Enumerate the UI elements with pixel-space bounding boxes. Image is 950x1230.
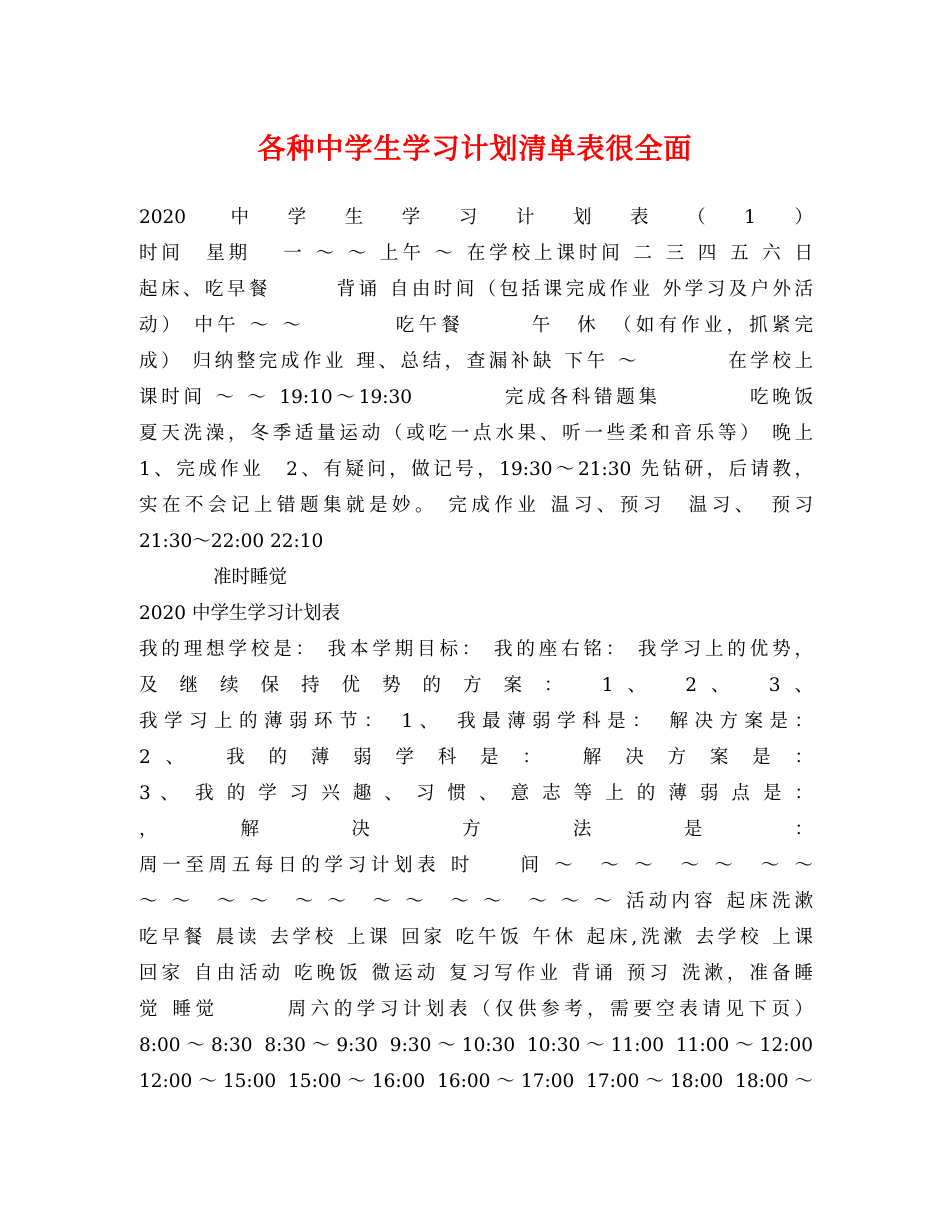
text-line-23: 觉 睡觉 周六的学习计划表（仅供参考，需要空表请见下页） <box>139 999 813 1020</box>
text-line-13: 我的理想学校是： 我本学期目标： 我的座右铭： 我学习上的优势， <box>139 639 813 660</box>
text-line-5: 成） 归纳整完成作业 理、总结，查漏补缺 下午 ～ 在学校上 <box>139 351 813 372</box>
document-title: 各种中学生学习计划清单表很全面 <box>257 132 693 165</box>
text-line-2: 时间 星期 一 ～ ～ 上午 ～ 在学校上课时间 二 三 四 五 六 日 <box>139 243 813 264</box>
text-line-25: 12:00～15:00 15:00～16:00 16:00～17:00 17:00～18:00 18:00～ <box>139 1071 813 1092</box>
text-line-8: 1、完成作业 2、有疑问，做记号，19:30～21:30 先钻研，后请教， <box>139 459 813 480</box>
text-line-10: 21:30～22:00 22:10 <box>139 531 324 552</box>
text-line-24: 8:00～8:30 8:30～9:30 9:30～10:30 10:30～11:00 11:00～12:00 <box>139 1035 813 1056</box>
text-line-19: 周一至周五每日的学习计划表 时 间 ～ ～ ～ ～ ～ ～ ～ <box>139 855 813 876</box>
text-line-3: 起床、吃早餐 背诵 自由时间（包括课完成作业 外学习及户外活 <box>139 279 813 300</box>
text-line-7: 夏天洗澡，冬季适量运动（或吃一点水果、听一些柔和音乐等） 晚上 <box>139 423 813 444</box>
text-line-20: ～ ～ ～ ～ ～ ～ ～ ～ ～ ～ ～ ～ ～ 活动内容 起床洗漱 <box>139 891 813 912</box>
text-line-18: ， 解 决 方 法 是 ： <box>139 819 813 840</box>
text-line-17: 3 、 我 的 学 习 兴 趣 、 习 惯 、 意 志 等 上 的 薄 弱 点 是 ： <box>139 783 813 804</box>
text-line-6: 课时间 ～ ～ 19:10～19:30 完成各科错题集 吃晚饭 <box>139 387 813 408</box>
text-line-1: 2020 中学生学习计划表（1） <box>139 207 813 228</box>
text-line-12: 2020 中学生学习计划表 <box>139 603 340 624</box>
text-line-21: 吃早餐 晨读 去学校 上课 回家 吃午饭 午休 起床,洗漱 去学校 上课 <box>139 927 813 948</box>
text-line-14: 及 继 续 保 持 优 势 的 方 案 ： 1 、 2 、 3 、 <box>139 675 813 696</box>
text-line-9: 实在不会记上错题集就是妙。 完成作业 温习、预习 温习、 预习 <box>139 495 813 516</box>
text-line-22: 回家 自由活动 吃晚饭 微运动 复习写作业 背诵 预习 洗漱，准备睡 <box>139 963 813 984</box>
text-line-11: 准时睡觉 <box>139 567 288 588</box>
text-line-4: 动） 中午 ～ ～ 吃午餐 午 休 （如有作业，抓紧完 <box>139 315 813 336</box>
text-line-15: 我学习上的薄弱环节： 1、 我最薄弱学科是： 解决方案是： <box>139 711 813 732</box>
text-line-16: 2 、 我 的 薄 弱 学 科 是 ： 解 决 方 案 是 ： <box>139 747 813 768</box>
